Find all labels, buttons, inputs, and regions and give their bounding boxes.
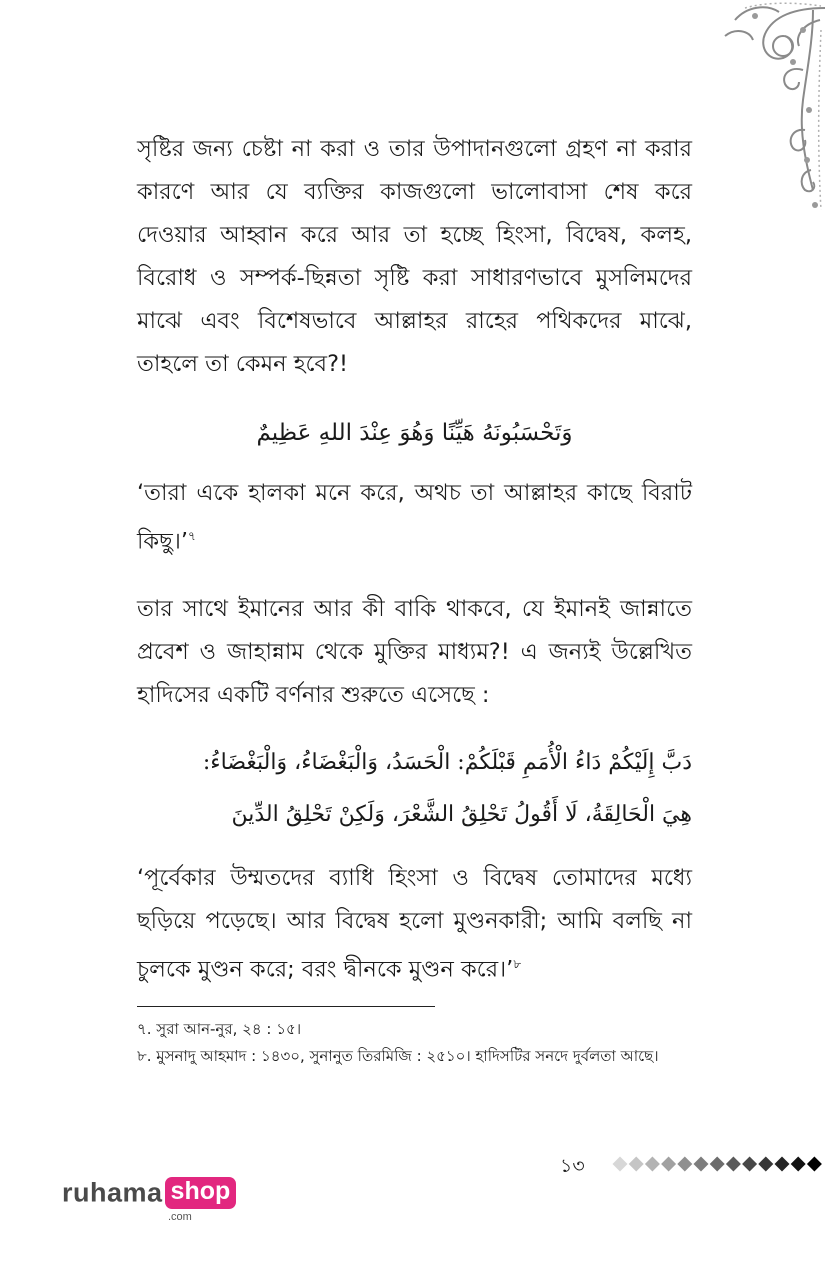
ruhama-shop-logo bbox=[62, 1177, 236, 1223]
floral-corner-ornament-icon bbox=[695, 0, 825, 220]
footnote-ref-8: ৮ bbox=[513, 956, 522, 971]
diamond-mark bbox=[758, 1157, 773, 1172]
arabic-hadith bbox=[137, 737, 692, 841]
diamond-mark bbox=[775, 1157, 790, 1172]
footnote-ref-7: ৭ bbox=[188, 529, 196, 543]
paragraph-4-text: ‘পূর্বেকার উম্মতদের ব্যাধি হিংসা ও বিদ্বেষ তোমাদের মধ্যে ছড়িয়ে পড়েছে। আর বিদ্বেষ হলো মুণ্ডনকারী; আমি বলছি না চুলকে মুণ্ডন করে; বরং দ্বীনকে মুণ্ডন করে।’ bbox=[137, 864, 692, 982]
diamond-mark bbox=[613, 1157, 628, 1172]
diamond-mark bbox=[742, 1157, 757, 1172]
diamond-mark bbox=[807, 1157, 822, 1172]
footnote-7: ৭. সুরা আন-নুর, ২৪ : ১৫। bbox=[137, 1020, 302, 1038]
logo-com: .com bbox=[168, 1211, 192, 1223]
paragraph-1: সৃষ্টির জন্য চেষ্টা না করা ও তার উপাদানগুলো গ্রহণ না করার কারণে আর যে ব্যক্তির কাজগুলো ভালোবাসা শেষ করে দেওয়ার আহ্বান করে আর তা হচ্ছে হিংসা, বিদ্বেষ, কলহ, বিরোধ ও সম্পর্ক-ছিন্নতা সৃষ্টি করা সাধারণভাবে মুসলিমদের মাঝে এবং বিশেষভাবে আল্লাহর রাহের পথিকদের মাঝে, তাহলে তা কেমন হবে?! bbox=[137, 136, 692, 377]
paragraph-2 bbox=[137, 472, 692, 564]
diamond-mark bbox=[726, 1157, 741, 1172]
page-number: ১৩ bbox=[560, 1155, 585, 1177]
logo-word: ruhama bbox=[62, 1177, 163, 1208]
footnote-8: ৮. মুসনাদু আহমাদ : ১৪৩০, সুনানুত তিরমিজি : ২৫১০। হাদিসটির সনদে দুর্বলতা আছে। bbox=[137, 1047, 659, 1065]
diamond-mark bbox=[677, 1157, 692, 1172]
paragraph-2-text: ‘তারা একে হালকা মনে করে, অথচ তা আল্লাহর কাছে বিরাট কিছু।’ bbox=[137, 480, 692, 555]
arabic-verse: وَتَحْسَبُونَهُ هَيِّنًا وَهُوَ عِنْدَ اللهِ عَظِيمٌ bbox=[256, 420, 573, 446]
diamond-mark bbox=[629, 1157, 644, 1172]
paragraph-4 bbox=[137, 857, 692, 992]
arabic-hadith-line-1: دَبَّ إِلَيْكُمْ دَاءُ الْأُمَمِ قَبْلَكُمْ: الْحَسَدُ، وَالْبَغْضَاءُ، وَالْبَغْضَاءُ: bbox=[202, 749, 692, 775]
page-body bbox=[137, 128, 692, 991]
diamond-row-ornament-icon bbox=[612, 1154, 825, 1174]
diamond-mark bbox=[661, 1157, 676, 1172]
footnote-divider bbox=[137, 1006, 435, 1007]
diamond-mark bbox=[694, 1157, 709, 1172]
diamond-mark bbox=[710, 1157, 725, 1172]
footnotes bbox=[137, 1016, 692, 1070]
diamond-mark bbox=[791, 1157, 806, 1172]
arabic-hadith-line-2: هِيَ الْحَالِقَةُ، لَا أَقُولُ تَحْلِقُ الشَّعْرَ، وَلَكِنْ تَحْلِقُ الدِّينَ bbox=[231, 801, 692, 827]
paragraph-3: তার সাথে ইমানের আর কী বাকি থাকবে, যে ইমানই জান্নাতে প্রবেশ ও জাহান্নাম থেকে মুক্তির মাধ্যম?! এ জন্যই উল্লেখিত হাদিসের একটি বর্ণনার শুরুতে এসেছে : bbox=[137, 595, 692, 708]
logo-shop: shop bbox=[165, 1177, 237, 1209]
diamond-mark bbox=[645, 1157, 660, 1172]
